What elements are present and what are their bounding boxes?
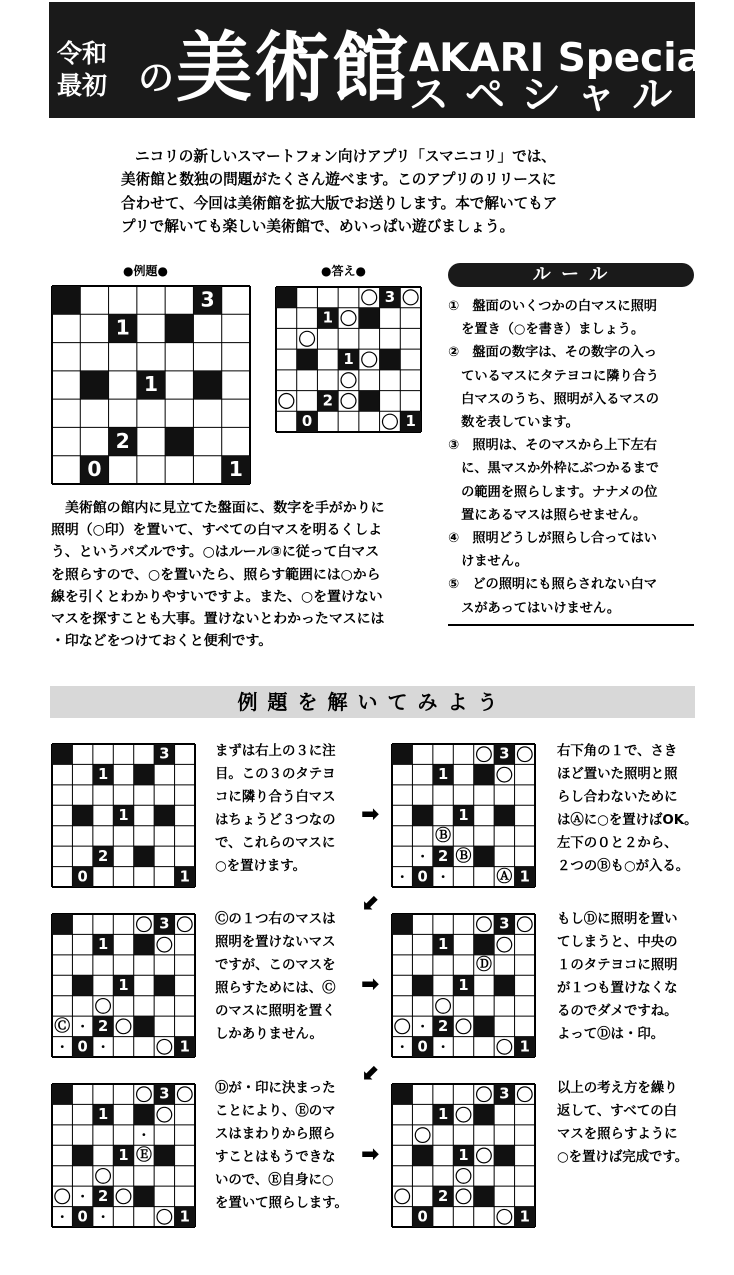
arrow-downleft-icon: ⬋ [362, 890, 381, 915]
step-line: を置いて照らします。 [215, 1196, 348, 1212]
light-circle [177, 917, 192, 932]
clue-number: 1 [118, 976, 129, 994]
puzzle-svg [275, 286, 422, 433]
clue-number: 1 [458, 976, 469, 994]
black-cell [80, 371, 108, 399]
rule-line: を置き（○を書き）ましょう。 [448, 322, 645, 338]
black-cell [72, 805, 92, 825]
clue-number: 3 [499, 915, 510, 933]
intro-line: プリで解いても楽しい美術館で、めいっぱい遊びましょう。 [121, 218, 515, 236]
step-line: 照明を置けないマス [215, 935, 336, 951]
black-cell [52, 744, 72, 764]
black-cell [392, 1084, 412, 1104]
clue-number: 1 [97, 936, 109, 954]
black-cell [134, 1186, 154, 1206]
clue-number: 2 [97, 847, 109, 865]
step-line: 返して、すべての白 [557, 1104, 677, 1120]
dot-mark: ・ [76, 1019, 89, 1034]
step-line: いので、Ⓔ自身に○ [215, 1173, 334, 1189]
black-cell [392, 914, 412, 934]
step-line: ○を置けます。 [215, 859, 306, 875]
black-cell [474, 846, 494, 866]
explanation-line: ・印などをつけておくと便利です。 [51, 633, 273, 650]
black-cell [474, 934, 494, 954]
light-circle [137, 917, 152, 932]
clue-number: 1 [118, 1146, 129, 1164]
black-cell [52, 286, 80, 314]
step-line: すことはもうできな [215, 1150, 336, 1166]
puzzle-svg [391, 1083, 536, 1228]
light-circle [362, 290, 377, 305]
example-caption: ●例題● [123, 264, 168, 278]
clue-number: 3 [384, 287, 396, 306]
black-cell [134, 764, 154, 784]
step-line: コに隣り合う白マス [215, 790, 336, 806]
step-line: もしⒹに照明を置い [557, 912, 678, 927]
step-line: しかありません。 [215, 1027, 323, 1043]
light-circle [395, 1019, 410, 1034]
step-line: ２つのⒷも○が入る。 [557, 859, 690, 875]
clue-number: 1 [115, 315, 130, 340]
black-cell [154, 975, 174, 995]
clue-number: 1 [437, 1106, 449, 1124]
black-cell [494, 975, 514, 995]
letter-mark: Ⓒ [54, 1015, 71, 1035]
arrow-right-icon: ➡ [361, 802, 380, 827]
clue-number: 0 [87, 457, 102, 482]
rule-line: 置にあるマスは照らせません。 [448, 507, 647, 523]
clue-number: 0 [417, 1038, 428, 1056]
dot-mark: ・ [396, 870, 409, 885]
light-circle [341, 393, 356, 408]
rule-line: ③ 照明は、そのマスから上下左右 [448, 438, 657, 454]
step-line: ことにより、Ⓔのマ [215, 1104, 336, 1120]
rule-line: に、黒マスか外枠にぶつかるまで [448, 461, 659, 477]
light-circle [517, 747, 532, 762]
arrow-downleft-icon: ⬋ [362, 1060, 381, 1085]
black-cell [134, 846, 154, 866]
clue-number: 1 [322, 308, 333, 327]
step-5-grid [51, 1083, 196, 1228]
clue-number: 3 [499, 1085, 510, 1103]
clue-number: 3 [200, 287, 215, 312]
black-cell [72, 1145, 92, 1165]
step-line: るのでダメですね。 [557, 1004, 678, 1020]
black-cell [134, 1104, 154, 1124]
step-line: はⒶに○を置けばOK。 [557, 813, 698, 829]
light-circle [137, 1087, 152, 1102]
clue-number: 1 [97, 1106, 109, 1124]
step-3-grid [51, 913, 196, 1058]
rule-line: 白マスのうち、照明が入るマスの [448, 391, 659, 407]
clue-number: 1 [97, 766, 109, 784]
light-circle [157, 1209, 172, 1224]
dot-mark: ・ [416, 1019, 429, 1034]
step-3-text [215, 908, 336, 1047]
clue-number: 1 [437, 936, 449, 954]
intro-line: 合わせて、今回は美術館を拡大版でお送りします。本で解いてもア [121, 194, 558, 212]
light-circle [116, 1189, 131, 1204]
step-5-text [215, 1077, 348, 1216]
step-line: らし合わないために [557, 790, 678, 806]
explanation-line: を照らすので、○を置いたら、照らす範囲には○から [51, 566, 381, 583]
rule-line: ① 盤面のいくつかの白マスに照明 [448, 299, 657, 314]
dot-mark: ・ [436, 870, 450, 885]
clue-number: 0 [77, 1038, 88, 1056]
light-circle [362, 352, 377, 367]
letter-mark: Ⓐ [496, 866, 513, 886]
clue-number: 1 [458, 1146, 469, 1164]
light-circle [341, 311, 356, 326]
step-line: ○を置けば完成です。 [557, 1150, 689, 1166]
light-circle [157, 1107, 172, 1122]
light-circle [436, 999, 451, 1014]
light-circle [55, 1189, 70, 1204]
step-line: 目。この３のタテヨ [215, 767, 336, 783]
explanation-line: 線を引くとわかりやすいですよ。また、○を置けない [51, 588, 383, 605]
dot-mark: ・ [436, 1040, 450, 1055]
step-line: スはまわりから照ら [215, 1127, 336, 1143]
step-line: で、これらのマスに [215, 836, 336, 852]
answer-caption: ●答え● [321, 264, 366, 278]
black-cell [380, 349, 401, 370]
clue-number: 2 [437, 847, 449, 865]
step-line: Ⓒの１つ右のマスは [215, 912, 336, 927]
clue-number: 1 [519, 868, 530, 886]
intro-line: ニコリの新しいスマートフォン向けアプリ「スマニコリ」では、 [135, 148, 556, 165]
black-cell [474, 1186, 494, 1206]
clue-number: 1 [343, 350, 354, 369]
clue-number: 2 [322, 391, 333, 410]
step-line: 右下角の１で、さき [557, 744, 678, 759]
black-cell [165, 314, 193, 342]
rule-line: ているマスにタテヨコに隣り合う [448, 368, 659, 384]
black-cell [474, 764, 494, 784]
light-circle [517, 917, 532, 932]
light-circle [477, 1148, 492, 1163]
black-cell [154, 805, 174, 825]
rules-heading: ル ー ル [448, 263, 694, 287]
light-circle [157, 1039, 172, 1054]
explanation-line: 照明（○印）を置いて、すべての白マスを明るくしよ [51, 522, 383, 539]
rule-line: 数を表しています。 [448, 415, 579, 431]
title-kana: スペシャル [409, 72, 689, 118]
step-line: １のタテヨコに照明 [557, 958, 678, 974]
clue-number: 3 [499, 745, 510, 763]
light-circle [456, 1169, 471, 1184]
clue-number: 1 [519, 1208, 530, 1226]
black-cell [52, 914, 72, 934]
clue-number: 3 [159, 745, 170, 763]
black-cell [72, 975, 92, 995]
clue-number: 2 [437, 1187, 449, 1205]
step-line: ほど置いた照明と照 [557, 767, 678, 783]
light-circle [279, 393, 294, 408]
step-line: 照らすためには、Ⓒ [215, 981, 336, 997]
arrow-right-icon: ➡ [361, 972, 380, 997]
clue-number: 1 [179, 1208, 190, 1226]
step-2-grid [391, 743, 536, 888]
title-no: の [138, 58, 175, 99]
light-circle [177, 1087, 192, 1102]
light-circle [300, 331, 315, 346]
rule-line: けません。 [448, 554, 528, 570]
letter-mark: Ⓑ [435, 825, 452, 845]
clue-number: 1 [179, 868, 190, 886]
light-circle [456, 1189, 471, 1204]
intro-paragraph [121, 145, 621, 239]
rule-line: ④ 照明どうしが照らし合ってはい [448, 531, 657, 547]
light-circle [96, 999, 111, 1014]
step-4-grid [391, 913, 536, 1058]
black-cell [412, 1145, 432, 1165]
step-line: ですが、このマスを [215, 958, 336, 974]
black-cell [134, 934, 154, 954]
dot-mark: ・ [137, 1128, 151, 1143]
example-puzzle-grid [51, 285, 251, 485]
black-cell [412, 805, 432, 825]
step-2-text [557, 740, 698, 879]
clue-number: 1 [143, 372, 159, 397]
rule-line: ② 盤面の数字は、その数字の入っ [448, 345, 657, 361]
black-cell [412, 975, 432, 995]
puzzle-svg [51, 285, 251, 485]
step-line: 以上の考え方を繰り [557, 1081, 678, 1096]
letter-mark: Ⓑ [455, 845, 472, 865]
light-circle [497, 767, 512, 782]
rules-divider [448, 624, 694, 626]
step-line: が１つも置けなくな [557, 981, 678, 997]
light-circle [497, 1039, 512, 1054]
step-line: マスを照らすように [557, 1127, 678, 1143]
black-cell [134, 1016, 154, 1036]
section-heading: 例題を解いてみよう [50, 686, 695, 718]
light-circle [517, 1087, 532, 1102]
step-line: まずは右上の３に注 [215, 744, 336, 759]
light-circle [403, 290, 418, 305]
explanation-line: マスを探すことも大事。置けないとわかったマスには [51, 611, 385, 628]
clue-number: 2 [437, 1017, 449, 1035]
letter-mark: Ⓓ [475, 954, 492, 974]
clue-number: 1 [519, 1038, 530, 1056]
light-circle [477, 917, 492, 932]
title-saisho: 最初 [57, 71, 108, 100]
rules-list [448, 295, 696, 620]
dot-mark: ・ [416, 849, 429, 864]
step-line: てしまうと、中央の [557, 935, 678, 951]
black-cell [165, 427, 193, 455]
dot-mark: ・ [96, 1040, 110, 1055]
clue-number: 0 [417, 1208, 428, 1226]
black-cell [276, 287, 297, 308]
dot-mark: ・ [76, 1189, 89, 1204]
clue-number: 2 [115, 428, 130, 453]
clue-number: 3 [159, 1085, 170, 1103]
dot-mark: ・ [56, 1040, 69, 1055]
light-circle [497, 937, 512, 952]
step-1-text [215, 740, 336, 879]
black-cell [359, 308, 380, 329]
step-1-grid [51, 743, 196, 888]
rule-line: スがあってはいけません。 [448, 600, 621, 616]
rule-line: の範囲を照らします。ナナメの位 [448, 484, 658, 500]
light-circle [477, 1087, 492, 1102]
light-circle [456, 1107, 471, 1122]
clue-number: 2 [97, 1017, 109, 1035]
step-line: のマスに照明を置く [215, 1004, 336, 1020]
puzzle-svg [391, 743, 536, 888]
black-cell [494, 805, 514, 825]
black-cell [154, 1145, 174, 1165]
step-line: はちょうど３つなの [215, 813, 336, 829]
step-line: Ⓓが・印に決まった [215, 1081, 336, 1096]
clue-number: 1 [437, 766, 449, 784]
step-line: 左下の０と２から、 [557, 836, 678, 852]
light-circle [395, 1189, 410, 1204]
light-circle [456, 1019, 471, 1034]
clue-number: 0 [77, 868, 88, 886]
black-cell [474, 1016, 494, 1036]
clue-number: 0 [301, 412, 313, 431]
step-4-text [557, 908, 678, 1047]
black-cell [474, 1104, 494, 1124]
light-circle [497, 1209, 512, 1224]
clue-number: 1 [458, 806, 469, 824]
clue-number: 3 [159, 915, 170, 933]
puzzle-svg [391, 913, 536, 1058]
letter-mark: Ⓔ [135, 1144, 152, 1164]
light-circle [116, 1019, 131, 1034]
light-circle [415, 1128, 430, 1143]
step-6-grid [391, 1083, 536, 1228]
light-circle [341, 373, 356, 388]
dot-mark: ・ [396, 1040, 409, 1055]
black-cell [359, 391, 380, 412]
black-cell [494, 1145, 514, 1165]
clue-number: 0 [77, 1208, 88, 1226]
clue-number: 2 [97, 1187, 109, 1205]
explanation-line: う、というパズルです。○はルール③に従って白マス [51, 544, 380, 561]
clue-number: 0 [417, 868, 428, 886]
puzzle-svg [51, 1083, 196, 1228]
light-circle [382, 414, 397, 429]
explanation-line: 美術館の館内に見立てた盤面に、数字を手がかりに [65, 500, 385, 516]
black-cell [392, 744, 412, 764]
intro-line: 美術館と数独の問題がたくさん遊べます。このアプリのリリースに [121, 171, 557, 189]
puzzle-svg [51, 743, 196, 888]
explanation-paragraph [51, 497, 426, 652]
step-6-text [557, 1077, 688, 1169]
clue-number: 1 [405, 412, 416, 431]
black-cell [193, 371, 221, 399]
answer-puzzle-grid [275, 286, 422, 433]
title-reiwa: 令和 [57, 39, 108, 68]
light-circle [477, 747, 492, 762]
arrow-right-icon: ➡ [361, 1142, 380, 1167]
clue-number: 1 [118, 806, 129, 824]
light-circle [96, 1169, 111, 1184]
light-circle [157, 937, 172, 952]
title-main: 美術館 [176, 23, 410, 112]
rule-line: ⑤ どの照明にも照らされない白マ [448, 577, 657, 593]
black-cell [52, 1084, 72, 1104]
dot-mark: ・ [96, 1210, 110, 1225]
black-cell [297, 349, 318, 370]
step-line: よってⒹは・印。 [557, 1027, 665, 1043]
dot-mark: ・ [56, 1210, 69, 1225]
clue-number: 1 [228, 457, 243, 482]
title-english: AKARI Special [409, 36, 717, 81]
puzzle-svg [51, 913, 196, 1058]
clue-number: 1 [179, 1038, 190, 1056]
